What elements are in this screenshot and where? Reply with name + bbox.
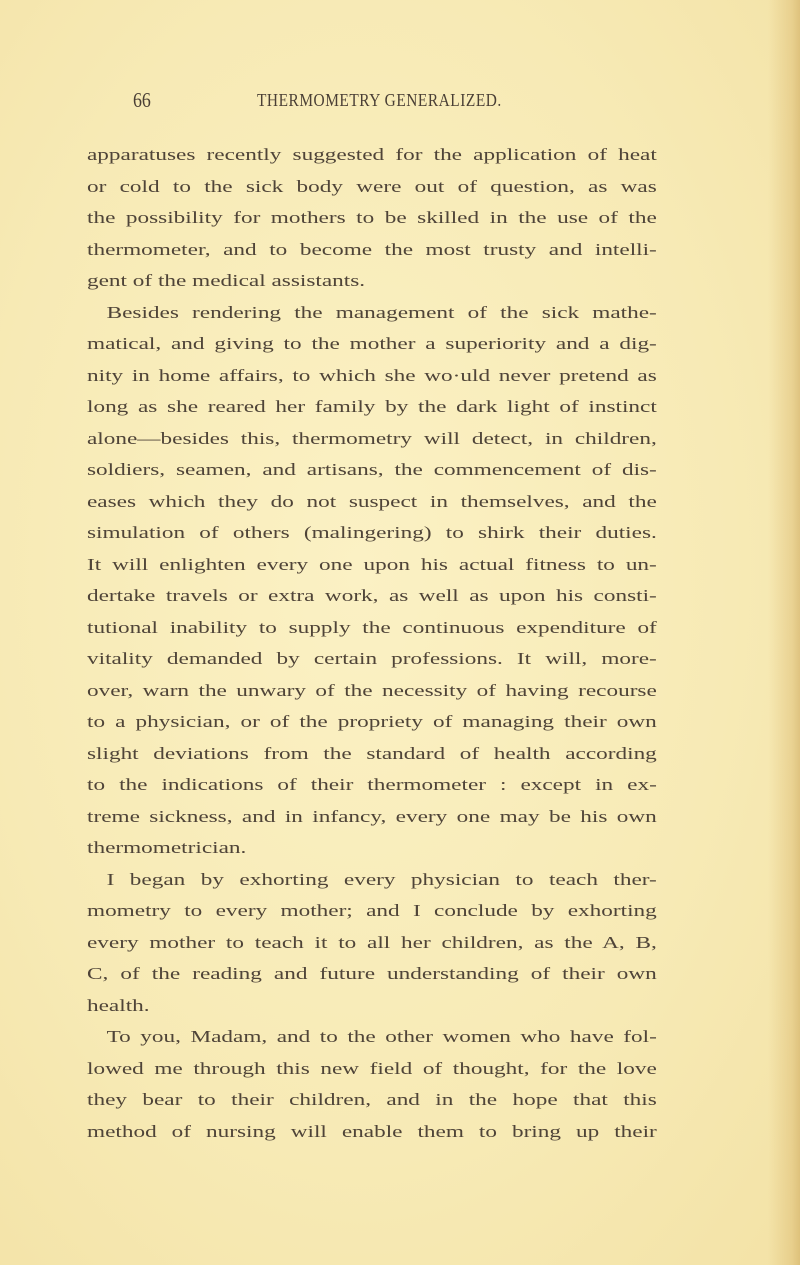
text-line: dertake travels or extra work, as well as upon his consti-	[87, 586, 657, 605]
text-line: nity in home affairs, to which she wo·uld never pretend as	[87, 365, 657, 385]
text-line: matical, and giving to the mother a superiority and a dig-	[87, 334, 657, 353]
text-line: gent of the medical assistants.	[87, 271, 366, 290]
text-line: eases which they do not suspect in themselves, and the	[87, 491, 657, 511]
text-line: over, warn the unwary of the necessity of having recourse	[87, 680, 657, 700]
text-line: simulation of others (malingering) to shirk their duties.	[87, 523, 657, 542]
text-line: slight deviations from the standard of health according	[87, 743, 657, 763]
text-line: thermometrician.	[87, 838, 247, 857]
text-line: C, of the reading and future understanding of their own	[87, 964, 657, 983]
text-line: alone—besides this, thermometry will detect, in children,	[87, 428, 657, 448]
text-line: health.	[87, 995, 150, 1015]
chapter-title: THERMOMETRY GENERALIZED.	[257, 90, 502, 110]
text-line: to a physician, or of the propriety of managing their own	[87, 712, 657, 731]
page-number: 66	[133, 88, 151, 112]
text-line: the possibility for mothers to be skilled in the use of the	[87, 208, 657, 227]
text-line: method of nursing will enable them to bring up their	[87, 1121, 657, 1141]
text-line: apparatuses recently suggested for the application of heat	[87, 145, 657, 164]
text-line: soldiers, seamen, and artisans, the commencement of dis-	[87, 460, 657, 479]
text-line: they bear to their children, and in the hope that this	[87, 1090, 657, 1109]
text-line: mometry to every mother; and I conclude by exhorting	[87, 901, 657, 920]
text-line: It will enlighten every one upon his actual fitness to un-	[87, 554, 657, 574]
text-line: lowed me through this new field of thought, for the love	[87, 1058, 657, 1078]
text-line: treme sickness, and in infancy, every one may be his own	[87, 806, 657, 826]
text-line: or cold to the sick body were out of question, as was	[87, 176, 657, 196]
running-head	[133, 88, 633, 112]
text-line: tutional inability to supply the continuous expenditure of	[87, 617, 657, 637]
text-line: long as she reared her family by the dark light of instinct	[87, 397, 657, 416]
text-line: every mother to teach it to all her children, as the A, B,	[87, 932, 657, 952]
text-line: I began by exhorting every physician to teach ther-	[106, 869, 657, 889]
text-line: to the indications of their thermometer : except in ex-	[87, 775, 657, 794]
text-line: To you, Madam, and to the other women who have fol-	[106, 1027, 657, 1046]
text-line: thermometer, and to become the most trusty and intelli-	[87, 239, 657, 259]
text-line: vitality demanded by certain professions. It will, more-	[87, 649, 657, 668]
text-line: Besides rendering the management of the sick mathe-	[106, 302, 657, 322]
body-text	[87, 139, 657, 1147]
